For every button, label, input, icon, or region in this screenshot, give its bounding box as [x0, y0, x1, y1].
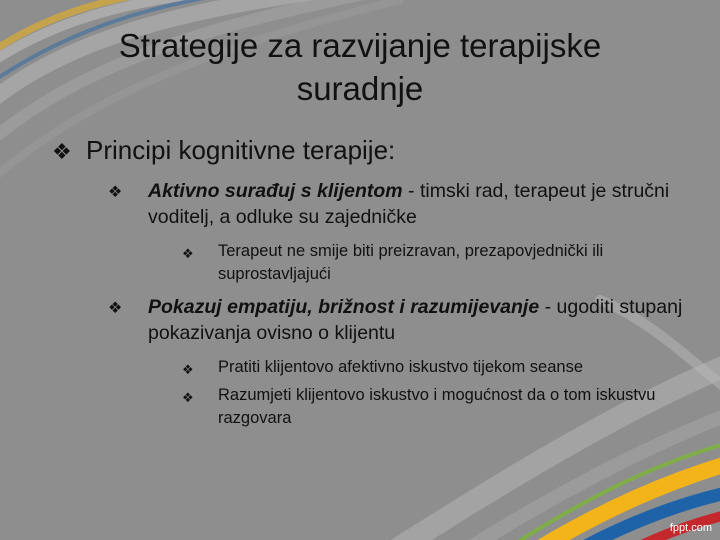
diamond-bullet-icon: ❖: [108, 184, 123, 201]
sub-list-item: [182, 356, 682, 379]
diamond-bullet-icon: ❖: [108, 300, 123, 317]
main-bullet: [52, 134, 395, 166]
diamond-bullet-icon: ❖: [182, 390, 194, 405]
slide-title: Strategije za razvijanje terapijske suradnje: [118, 27, 602, 107]
sub-list-item: [182, 384, 682, 430]
main-bullet-text: Principi kognitivne terapije:: [86, 135, 396, 165]
diamond-bullet-icon: ❖: [182, 362, 194, 377]
list-item: [108, 294, 688, 346]
diamond-bullet-icon: ❖: [182, 246, 194, 261]
list-item-rest: - timski rad, terapeut je stručni voditelj, a odluke su zajedničke: [148, 180, 670, 228]
sub-list-item: [182, 240, 682, 286]
diamond-bullet-icon: ❖: [52, 139, 72, 164]
list-item-emphasis: Aktivno surađuj s klijentom: [148, 180, 403, 202]
list-item-rest: - ugoditi stupanj pokazivanja ovisno o klijentu: [148, 296, 683, 344]
list-item: [108, 178, 688, 230]
list-item-emphasis: Pokazuj empatiju, brižnost i razumijevanje: [148, 296, 540, 318]
sub-list-item-text: Razumjeti klijentovo iskustvo i mogućnost da o tom iskustvu razgovara: [218, 386, 656, 427]
sub-list-item-text: Pratiti klijentovo afektivno iskustvo tijekom seanse: [218, 358, 583, 376]
list-item-text: [148, 294, 688, 346]
sub-list-item-text: Terapeut ne smije biti preizravan, prezapovjednički ili suprostavljajući: [218, 242, 604, 283]
footer-watermark: fppt.com: [669, 522, 712, 534]
list-item-text: [148, 178, 688, 230]
